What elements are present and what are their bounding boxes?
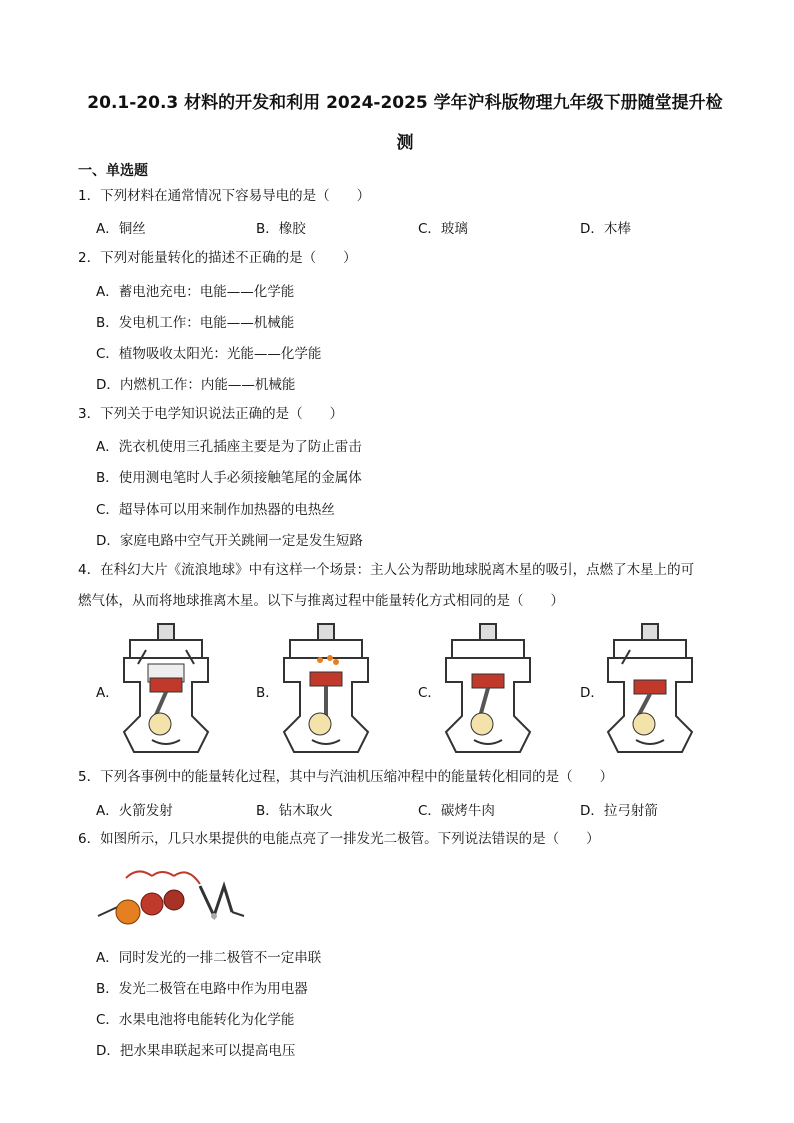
engine-diagram-c[interactable] <box>442 620 534 760</box>
q3-option-c[interactable]: C．超导体可以用来制作加热器的电热丝 <box>96 502 335 518</box>
q2-option-c[interactable]: C．植物吸收太阳光：光能——化学能 <box>96 346 322 362</box>
q3-option-b[interactable]: B．使用测电笔时人手必须接触笔尾的金属体 <box>96 470 362 486</box>
q5-option-d[interactable]: D．拉弓射箭 <box>580 803 658 819</box>
engine-diagram-b[interactable] <box>280 620 372 760</box>
question-5-stem: 5．下列各事例中的能量转化过程，其中与汽油机压缩冲程中的能量转化相同的是（ ） <box>78 769 614 785</box>
question-4-stem-line1: 4．在科幻大片《流浪地球》中有这样一个场景：主人公为帮助地球脱离木星的吸引，点燃了木星上的可 <box>78 562 695 578</box>
q1-option-d[interactable]: D．木棒 <box>580 221 631 237</box>
q1-option-a[interactable]: A．铜丝 <box>96 221 146 237</box>
q6-option-a[interactable]: A．同时发光的一排二极管不一定串联 <box>96 950 322 966</box>
question-2-stem: 2．下列对能量转化的描述不正确的是（ ） <box>78 250 357 266</box>
page-title-line2: 测 <box>396 133 414 153</box>
q3-option-d[interactable]: D．家庭电路中空气开关跳闸一定是发生短路 <box>96 533 363 549</box>
q6-option-d[interactable]: D．把水果串联起来可以提高电压 <box>96 1043 296 1059</box>
engine-diagram-a[interactable] <box>120 620 212 760</box>
q2-option-d[interactable]: D．内燃机工作：内能——机械能 <box>96 377 296 393</box>
page-title-line1: 20.1-20.3 材料的开发和利用 2024-2025 学年沪科版物理九年级下册随堂提升检 <box>87 93 723 113</box>
question-6-stem: 6．如图所示，几只水果提供的电能点亮了一排发光二极管。下列说法错误的是（ ） <box>78 831 600 847</box>
q4-option-c[interactable]: C． <box>418 685 441 701</box>
q5-option-c[interactable]: C．碳烤牛肉 <box>418 803 495 819</box>
q6-option-c[interactable]: C．水果电池将电能转化为化学能 <box>96 1012 295 1028</box>
q4-option-d[interactable]: D． <box>580 685 604 701</box>
q6-option-b[interactable]: B．发光二极管在电路中作为用电器 <box>96 981 308 997</box>
question-4-stem-line2: 燃气体，从而将地球推离木星。以下与推离过程中能量转化方式相同的是（ ） <box>78 593 564 609</box>
q1-option-b[interactable]: B．橡胶 <box>256 221 306 237</box>
q1-option-c[interactable]: C．玻璃 <box>418 221 468 237</box>
q3-option-a[interactable]: A．洗衣机使用三孔插座主要是为了防止雷击 <box>96 439 362 455</box>
question-3-stem: 3．下列关于电学知识说法正确的是（ ） <box>78 406 344 422</box>
q2-option-a[interactable]: A．蓄电池充电：电能——化学能 <box>96 284 295 300</box>
q4-option-b[interactable]: B． <box>256 685 279 701</box>
q5-option-b[interactable]: B．钻木取火 <box>256 803 333 819</box>
q5-option-a[interactable]: A．火箭发射 <box>96 803 173 819</box>
fruit-battery-image <box>96 864 246 930</box>
q4-option-a[interactable]: A． <box>96 685 119 701</box>
section-heading: 一、单选题 <box>78 163 148 179</box>
engine-diagram-d[interactable] <box>604 620 696 760</box>
question-1-stem: 1．下列材料在通常情况下容易导电的是（ ） <box>78 188 371 204</box>
q2-option-b[interactable]: B．发电机工作：电能——机械能 <box>96 315 295 331</box>
